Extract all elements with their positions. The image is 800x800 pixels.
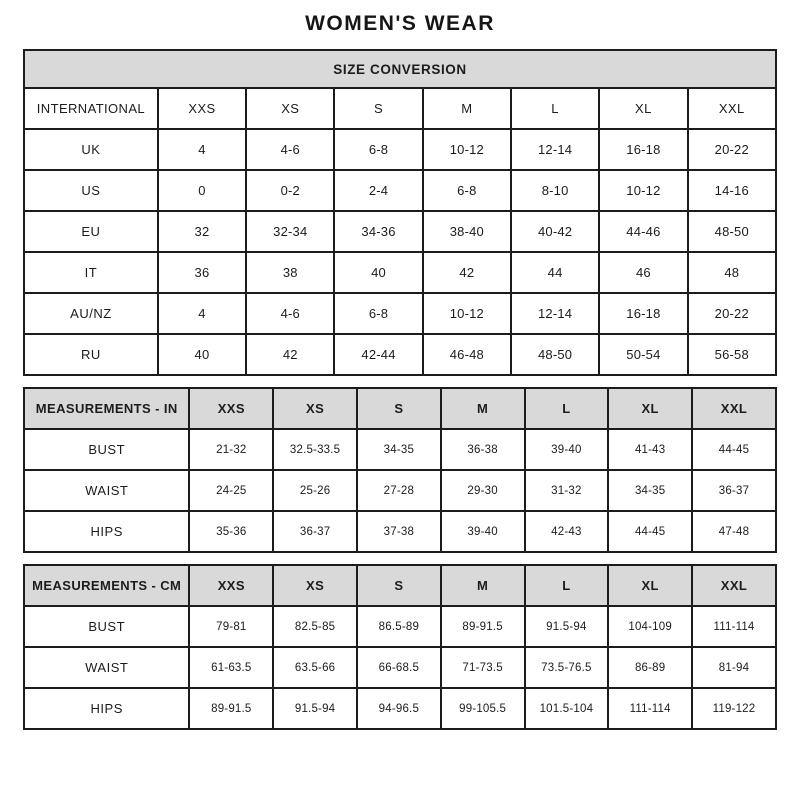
size-value-cell: 24-25	[189, 470, 273, 511]
size-value-cell: 73.5-76.5	[525, 647, 609, 688]
size-value-cell: 32-34	[246, 211, 334, 252]
size-value-cell: 25-26	[273, 470, 357, 511]
size-value-cell: 37-38	[357, 511, 441, 552]
size-conversion-banner: SIZE CONVERSION	[24, 50, 776, 88]
table-row	[24, 211, 776, 252]
size-value-cell: 104-109	[608, 606, 692, 647]
size-value-cell: 2-4	[334, 170, 422, 211]
size-value-cell: 44-46	[599, 211, 687, 252]
size-value-cell: 56-58	[688, 334, 776, 375]
size-value-cell: 42-44	[334, 334, 422, 375]
size-value-cell: 36-38	[441, 429, 525, 470]
size-value-cell: 42	[246, 334, 334, 375]
size-value-cell: 86-89	[608, 647, 692, 688]
row-label-cell: BUST	[24, 606, 189, 647]
row-label-cell: BUST	[24, 429, 189, 470]
column-header-cell: S	[334, 88, 422, 129]
size-value-cell: 48	[688, 252, 776, 293]
size-value-cell: 31-32	[525, 470, 609, 511]
size-value-cell: 82.5-85	[273, 606, 357, 647]
column-header-cell: XS	[273, 388, 357, 429]
measurements-in-columns-row	[24, 388, 776, 429]
size-value-cell: 36-37	[273, 511, 357, 552]
column-header-cell: L	[511, 88, 599, 129]
size-value-cell: 44-45	[608, 511, 692, 552]
table-row	[24, 606, 776, 647]
table-row	[24, 647, 776, 688]
size-value-cell: 4-6	[246, 293, 334, 334]
size-value-cell: 42-43	[525, 511, 609, 552]
size-value-cell: 81-94	[692, 647, 776, 688]
column-header-cell: XS	[273, 565, 357, 606]
row-label-cell: RU	[24, 334, 158, 375]
size-value-cell: 48-50	[688, 211, 776, 252]
row-label-cell: HIPS	[24, 688, 189, 729]
column-header-cell: MEASUREMENTS - CM	[24, 565, 189, 606]
size-value-cell: 86.5-89	[357, 606, 441, 647]
size-value-cell: 91.5-94	[525, 606, 609, 647]
size-value-cell: 91.5-94	[273, 688, 357, 729]
size-value-cell: 39-40	[525, 429, 609, 470]
size-value-cell: 46-48	[423, 334, 511, 375]
size-value-cell: 119-122	[692, 688, 776, 729]
table-row	[24, 511, 776, 552]
size-value-cell: 36	[158, 252, 246, 293]
row-label-cell: HIPS	[24, 511, 189, 552]
size-value-cell: 36-37	[692, 470, 776, 511]
column-header-cell: XL	[608, 388, 692, 429]
column-header-cell: XL	[599, 88, 687, 129]
table-row	[24, 252, 776, 293]
page-title: WOMEN'S WEAR	[305, 12, 495, 35]
column-header-cell: XXS	[189, 565, 273, 606]
column-header-cell: L	[525, 388, 609, 429]
size-value-cell: 40	[158, 334, 246, 375]
column-header-cell: XXS	[189, 388, 273, 429]
column-header-cell: XXL	[692, 565, 776, 606]
size-value-cell: 63.5-66	[273, 647, 357, 688]
size-conversion-columns-row	[24, 88, 776, 129]
size-value-cell: 4-6	[246, 129, 334, 170]
size-value-cell: 10-12	[423, 293, 511, 334]
size-conversion-table	[23, 49, 777, 376]
size-value-cell: 4	[158, 293, 246, 334]
size-value-cell: 38	[246, 252, 334, 293]
size-value-cell: 89-91.5	[189, 688, 273, 729]
row-label-cell: AU/NZ	[24, 293, 158, 334]
size-value-cell: 111-114	[692, 606, 776, 647]
size-value-cell: 29-30	[441, 470, 525, 511]
size-value-cell: 61-63.5	[189, 647, 273, 688]
size-value-cell: 0-2	[246, 170, 334, 211]
size-value-cell: 6-8	[334, 129, 422, 170]
size-value-cell: 66-68.5	[357, 647, 441, 688]
column-header-cell: INTERNATIONAL	[24, 88, 158, 129]
table-row	[24, 688, 776, 729]
table-row	[24, 470, 776, 511]
column-header-cell: M	[441, 388, 525, 429]
size-value-cell: 16-18	[599, 129, 687, 170]
column-header-cell: M	[423, 88, 511, 129]
size-value-cell: 79-81	[189, 606, 273, 647]
size-value-cell: 94-96.5	[357, 688, 441, 729]
table-row	[24, 334, 776, 375]
size-value-cell: 40-42	[511, 211, 599, 252]
size-value-cell: 40	[334, 252, 422, 293]
size-value-cell: 38-40	[423, 211, 511, 252]
size-value-cell: 101.5-104	[525, 688, 609, 729]
size-value-cell: 4	[158, 129, 246, 170]
column-header-cell: XS	[246, 88, 334, 129]
table-row	[24, 129, 776, 170]
table-row	[24, 170, 776, 211]
size-conversion-banner-row	[24, 50, 776, 88]
row-label-cell: US	[24, 170, 158, 211]
size-value-cell: 48-50	[511, 334, 599, 375]
size-value-cell: 8-10	[511, 170, 599, 211]
size-value-cell: 32.5-33.5	[273, 429, 357, 470]
size-value-cell: 111-114	[608, 688, 692, 729]
measurements-in-table	[23, 387, 777, 553]
size-value-cell: 50-54	[599, 334, 687, 375]
size-value-cell: 39-40	[441, 511, 525, 552]
size-value-cell: 35-36	[189, 511, 273, 552]
size-value-cell: 47-48	[692, 511, 776, 552]
size-value-cell: 89-91.5	[441, 606, 525, 647]
row-label-cell: UK	[24, 129, 158, 170]
size-value-cell: 14-16	[688, 170, 776, 211]
column-header-cell: L	[525, 565, 609, 606]
size-value-cell: 20-22	[688, 129, 776, 170]
row-label-cell: EU	[24, 211, 158, 252]
size-value-cell: 0	[158, 170, 246, 211]
size-value-cell: 6-8	[423, 170, 511, 211]
size-value-cell: 21-32	[189, 429, 273, 470]
column-header-cell: XXL	[688, 88, 776, 129]
row-label-cell: IT	[24, 252, 158, 293]
size-value-cell: 12-14	[511, 293, 599, 334]
size-value-cell: 34-35	[608, 470, 692, 511]
size-value-cell: 42	[423, 252, 511, 293]
measurements-cm-columns-row	[24, 565, 776, 606]
size-value-cell: 27-28	[357, 470, 441, 511]
size-value-cell: 71-73.5	[441, 647, 525, 688]
row-label-cell: WAIST	[24, 647, 189, 688]
size-value-cell: 44	[511, 252, 599, 293]
measurements-cm-table	[23, 564, 777, 730]
size-value-cell: 12-14	[511, 129, 599, 170]
size-value-cell: 34-36	[334, 211, 422, 252]
size-value-cell: 99-105.5	[441, 688, 525, 729]
column-header-cell: M	[441, 565, 525, 606]
column-header-cell: XXS	[158, 88, 246, 129]
column-header-cell: MEASUREMENTS - IN	[24, 388, 189, 429]
column-header-cell: S	[357, 388, 441, 429]
size-value-cell: 41-43	[608, 429, 692, 470]
size-value-cell: 44-45	[692, 429, 776, 470]
column-header-cell: S	[357, 565, 441, 606]
size-value-cell: 46	[599, 252, 687, 293]
size-value-cell: 16-18	[599, 293, 687, 334]
size-value-cell: 32	[158, 211, 246, 252]
size-value-cell: 20-22	[688, 293, 776, 334]
column-header-cell: XL	[608, 565, 692, 606]
size-value-cell: 10-12	[423, 129, 511, 170]
size-value-cell: 6-8	[334, 293, 422, 334]
size-value-cell: 34-35	[357, 429, 441, 470]
size-value-cell: 10-12	[599, 170, 687, 211]
table-row	[24, 429, 776, 470]
column-header-cell: XXL	[692, 388, 776, 429]
table-row	[24, 293, 776, 334]
row-label-cell: WAIST	[24, 470, 189, 511]
